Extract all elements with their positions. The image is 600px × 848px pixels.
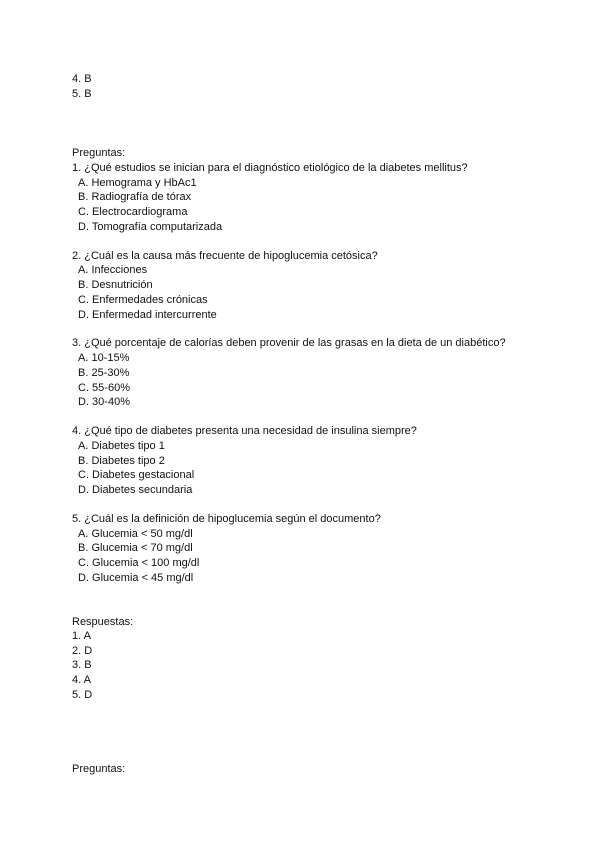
q4-option-c: C. Diabetes gestacional (78, 469, 195, 481)
answer-3: 3. B (72, 659, 92, 671)
answer-4: 4. A (72, 674, 91, 686)
q3-option-b: B. 25-30% (78, 367, 130, 379)
answer-2: 2. D (72, 645, 93, 657)
q4-option-a: A. Diabetes tipo 1 (78, 440, 165, 452)
q3-option-c: C. 55-60% (78, 382, 130, 394)
q3-option-a: A. 10-15% (78, 352, 130, 364)
question-2: 2. ¿Cuál es la causa más frecuente de hipoglucemia cetósica? (72, 250, 378, 262)
q5-option-b: B. Glucemia < 70 mg/dl (78, 542, 193, 554)
q5-option-a: A. Glucemia < 50 mg/dl (78, 528, 193, 540)
question-1: 1. ¿Qué estudios se inician para el diagnóstico etiológico de la diabetes mellitus? (72, 162, 468, 174)
q5-option-c: C. Glucemia < 100 mg/dl (78, 557, 200, 569)
prev-answer-4: 4. B (72, 73, 92, 85)
question-3: 3. ¿Qué porcentaje de calorías deben provenir de las grasas en la dieta de un diabético? (72, 337, 506, 349)
prev-answer-5: 5. B (72, 88, 92, 100)
question-4: 4. ¿Qué tipo de diabetes presenta una necesidad de insulina siempre? (72, 425, 417, 437)
q4-option-d: D. Diabetes secundaria (78, 484, 193, 496)
answers-heading: Respuestas: (72, 616, 134, 628)
q4-option-b: B. Diabetes tipo 2 (78, 455, 165, 467)
q1-option-b: B. Radiografía de tórax (78, 191, 192, 203)
q1-option-c: C. Electrocardiograma (78, 206, 188, 218)
q3-option-d: D. 30-40% (78, 396, 130, 408)
q1-option-a: A. Hemograma y HbAc1 (78, 177, 197, 189)
q5-option-d: D. Glucemia < 45 mg/dl (78, 572, 194, 584)
questions-heading-2: Preguntas: (72, 763, 126, 775)
questions-heading: Preguntas: (72, 147, 126, 159)
q2-option-d: D. Enfermedad intercurrente (78, 309, 217, 321)
q2-option-b: B. Desnutrición (78, 279, 153, 291)
answer-5: 5. D (72, 689, 93, 701)
answer-1: 1. A (72, 630, 91, 642)
q2-option-c: C. Enfermedades crónicas (78, 294, 208, 306)
q2-option-a: A. Infecciones (78, 264, 148, 276)
q1-option-d: D. Tomografía computarizada (78, 221, 223, 233)
question-5: 5. ¿Cuál es la definición de hipoglucemia según el documento? (72, 513, 381, 525)
